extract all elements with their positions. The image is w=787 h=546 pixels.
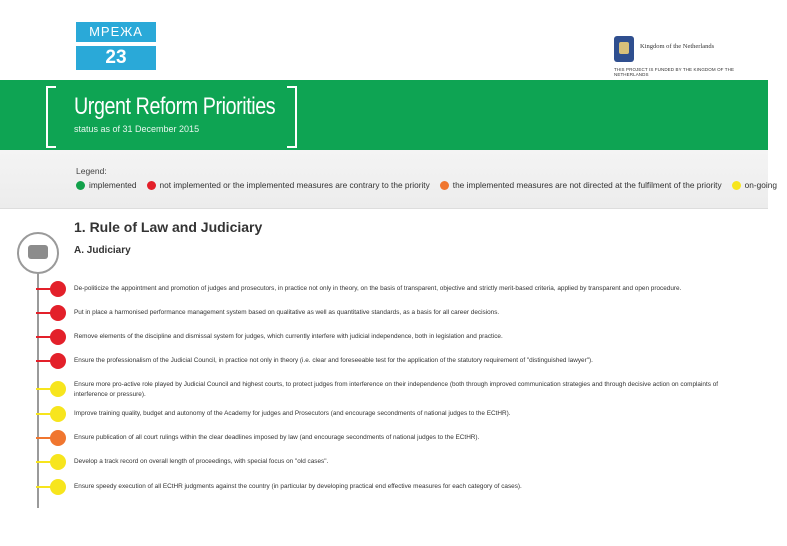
priority-text: Develop a track record on overall length of proceedings, with special focus on "old cases". bbox=[74, 458, 329, 465]
section-title: 1. Rule of Law and Judiciary bbox=[74, 219, 263, 235]
section-icon bbox=[17, 232, 59, 274]
partner-name: Kingdom of the Netherlands bbox=[640, 43, 715, 50]
legend bbox=[0, 150, 777, 209]
title-banner bbox=[0, 80, 768, 150]
priority-text: Remove elements of the discipline and dismissal system for judges, which currently interfere with judicial independence, both in legislation and practice. bbox=[74, 333, 503, 340]
priority-text: De-politicize the appointment and promotion of judges and prosecutors, in practice not only in theory, on the basis of transparent, objective and strictly merit-based criteria, applied by transparent and open procedure. bbox=[74, 285, 682, 292]
priority-text: Ensure publication of all court rulings within the clear deadlines imposed by law (and encourage secondments of national judges to the ECtHR). bbox=[74, 434, 480, 441]
legend-label: implemented bbox=[89, 180, 137, 190]
sofa-icon bbox=[28, 245, 48, 259]
legend-item-implemented bbox=[76, 180, 137, 190]
left-bracket-decoration bbox=[46, 86, 56, 148]
legend-item-not-implemented bbox=[147, 180, 430, 190]
legend-item-not-directed bbox=[440, 180, 722, 190]
red-dot-icon bbox=[147, 181, 156, 190]
right-bracket-decoration bbox=[287, 86, 297, 148]
funding-note: THIS PROJECT IS FUNDED BY THE KINGDOM OF THE NETHERLANDS bbox=[614, 67, 735, 77]
priority-text: Put in place a harmonised performance management system based on qualitative as well as quantitative standards, as a basis for all career decisions. bbox=[74, 309, 500, 316]
legend-label: the implemented measures are not directed at the fulfilment of the priority bbox=[452, 180, 722, 190]
mreza-logo-number: 23 bbox=[76, 46, 156, 70]
priority-text: Ensure more pro-active role played by Judicial Council and highest courts, to protect judges from interference on their independence (both through improved communication strategies and through decisive action on complaints of interference or pressure). bbox=[74, 381, 719, 398]
yellow-dot-icon bbox=[732, 181, 741, 190]
netherlands-crest-icon bbox=[614, 36, 634, 62]
legend-label: not implemented or the implemented measures are contrary to the priority bbox=[159, 180, 430, 190]
legend-title: Legend: bbox=[76, 166, 107, 176]
legend-item-on-going bbox=[732, 180, 777, 190]
legend-label: on-going bbox=[744, 180, 777, 190]
priority-text: Ensure speedy execution of all ECtHR judgments against the country (in particular by developing practical end effective measures for each category of cases). bbox=[74, 483, 522, 490]
status-red-icon bbox=[50, 281, 66, 297]
status-orange-icon bbox=[50, 430, 66, 446]
page-title: Urgent Reform Priorities bbox=[74, 93, 276, 120]
priority-text: Improve training quality, budget and autonomy of the Academy for judges and Prosecutors (and encourage secondments of national judges to the ECtHR). bbox=[74, 410, 511, 417]
priority-text: Ensure the professionalism of the Judicial Council, in practice not only in theory (i.e. clear and foreseeable test for the application of the statutory requirement of "distinguished lawyer"). bbox=[74, 357, 593, 364]
status-yellow-icon bbox=[50, 454, 66, 470]
legend-items bbox=[76, 180, 787, 190]
orange-dot-icon bbox=[440, 181, 449, 190]
status-red-icon bbox=[50, 329, 66, 345]
timeline-line bbox=[37, 272, 39, 508]
status-red-icon bbox=[50, 305, 66, 321]
status-yellow-icon bbox=[50, 406, 66, 422]
section-subtitle: A. Judiciary bbox=[74, 245, 131, 256]
status-yellow-icon bbox=[50, 381, 66, 397]
mreza-logo-top: МРЕЖА bbox=[76, 22, 156, 42]
green-dot-icon bbox=[76, 181, 85, 190]
page-subtitle: status as of 31 December 2015 bbox=[74, 124, 200, 134]
status-yellow-icon bbox=[50, 479, 66, 495]
page-header bbox=[0, 0, 768, 80]
status-red-icon bbox=[50, 353, 66, 369]
